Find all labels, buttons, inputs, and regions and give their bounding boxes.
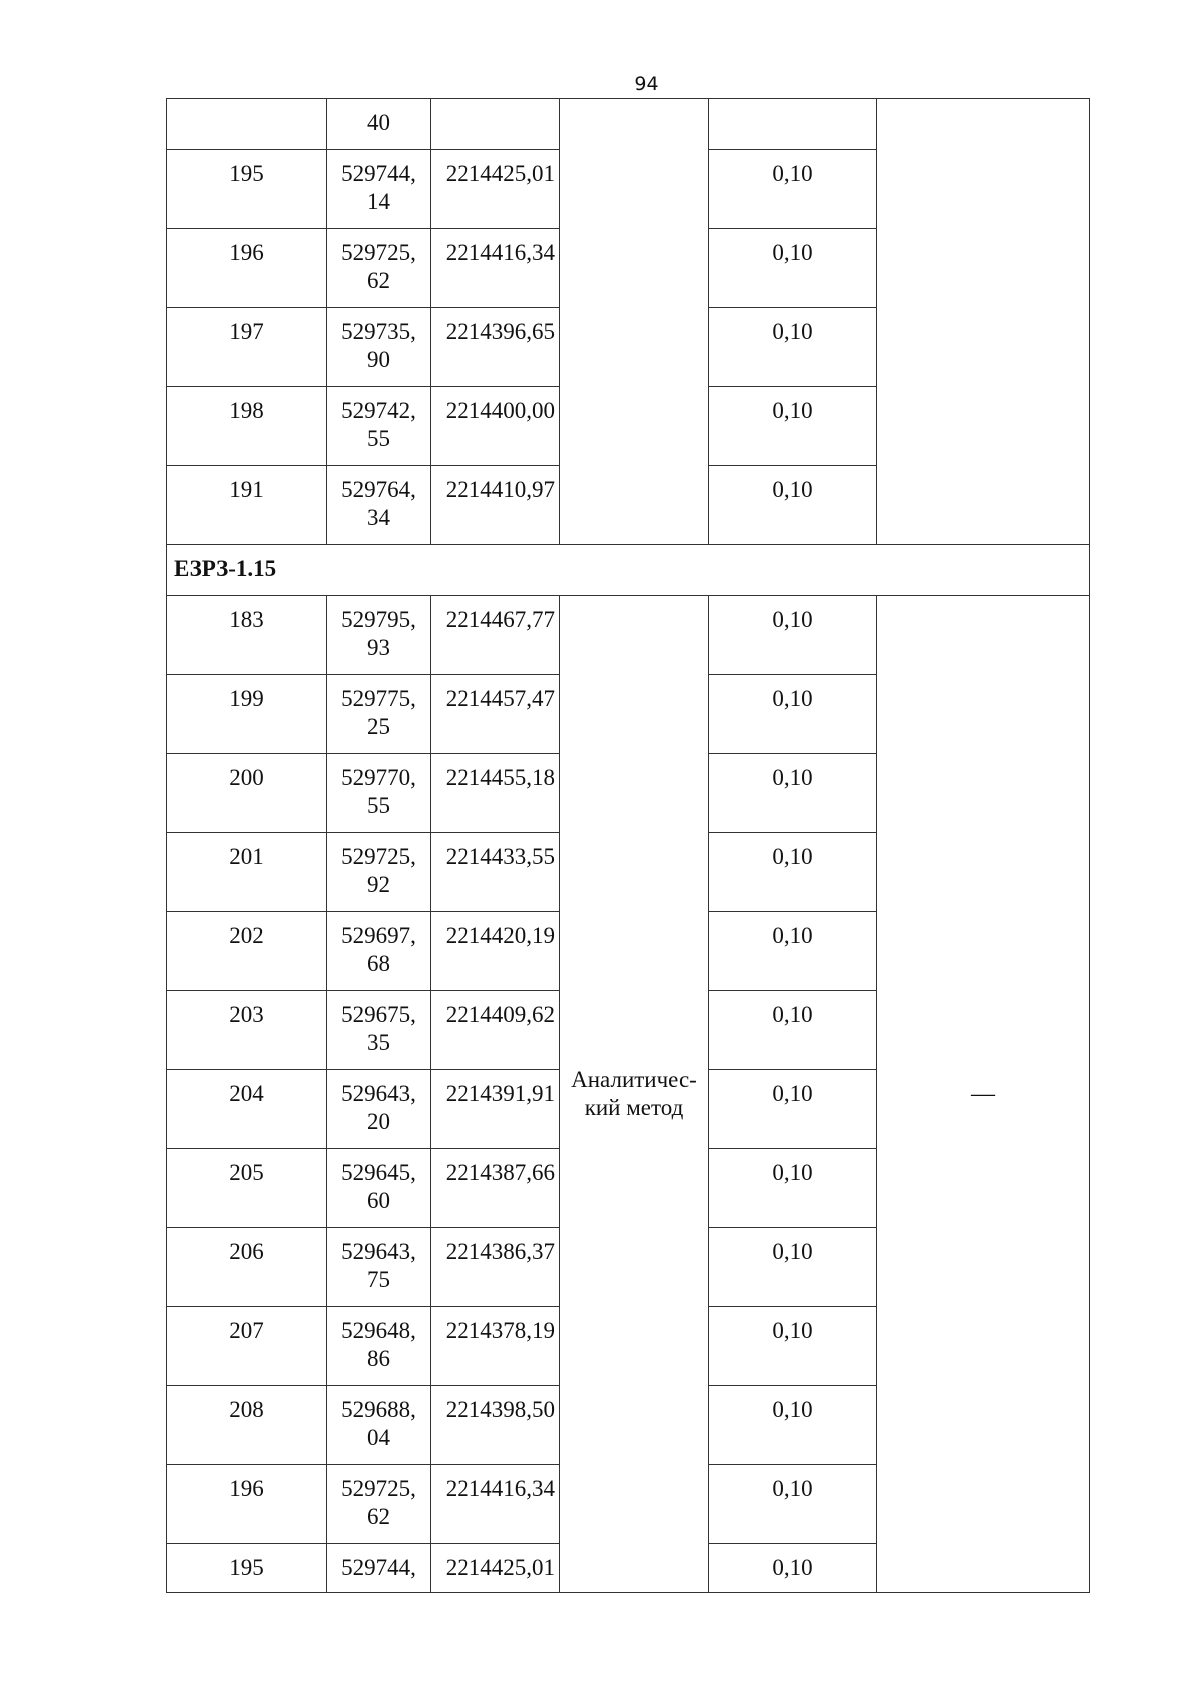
x-coordinate-cell: 40 [327,99,431,150]
point-number-cell: 201 [167,833,327,912]
point-number-cell: 198 [167,387,327,466]
point-number-cell: 200 [167,754,327,833]
y-coordinate-cell [431,99,560,150]
accuracy-cell: 0,10 [709,833,877,912]
x-coordinate-cell: 529725, 62 [327,1465,431,1544]
point-number-cell: 204 [167,1070,327,1149]
y-coordinate-cell: 2214409,62 [431,991,560,1070]
x-coordinate-cell: 529645, 60 [327,1149,431,1228]
y-coordinate-cell: 2214386,37 [431,1228,560,1307]
table-row [167,596,1090,675]
accuracy-cell: 0,10 [709,1228,877,1307]
note-cell: — [877,596,1090,1593]
x-coordinate-cell: 529742, 55 [327,387,431,466]
accuracy-cell: 0,10 [709,229,877,308]
y-coordinate-cell: 2214387,66 [431,1149,560,1228]
accuracy-cell: 0,10 [709,991,877,1070]
point-number-cell: 202 [167,912,327,991]
x-coordinate-cell: 529770, 55 [327,754,431,833]
y-coordinate-cell: 2214398,50 [431,1386,560,1465]
point-number-cell: 197 [167,308,327,387]
y-coordinate-cell: 2214425,01 [431,150,560,229]
point-number-cell: 206 [167,1228,327,1307]
x-coordinate-cell: 529688, 04 [327,1386,431,1465]
x-coordinate-cell: 529643, 75 [327,1228,431,1307]
page-number: 94 [634,73,659,95]
x-coordinate-cell: 529744, [327,1544,431,1593]
y-coordinate-cell: 2214410,97 [431,466,560,545]
x-coordinate-cell: 529725, 92 [327,833,431,912]
point-number-cell: 199 [167,675,327,754]
accuracy-cell: 0,10 [709,308,877,387]
point-number-cell [167,99,327,150]
y-coordinate-cell: 2214455,18 [431,754,560,833]
accuracy-cell: 0,10 [709,1307,877,1386]
point-number-cell: 191 [167,466,327,545]
accuracy-cell: 0,10 [709,754,877,833]
y-coordinate-cell: 2214420,19 [431,912,560,991]
y-coordinate-cell: 2214416,34 [431,229,560,308]
section-header-row [167,545,1090,596]
accuracy-cell: 0,10 [709,1149,877,1228]
x-coordinate-cell: 529735, 90 [327,308,431,387]
point-number-cell: 183 [167,596,327,675]
y-coordinate-cell: 2214467,77 [431,596,560,675]
y-coordinate-cell: 2214400,00 [431,387,560,466]
x-coordinate-cell: 529725, 62 [327,229,431,308]
table-row [167,99,1090,150]
accuracy-cell: 0,10 [709,466,877,545]
point-number-cell: 195 [167,150,327,229]
point-number-cell: 195 [167,1544,327,1593]
accuracy-cell: 0,10 [709,1544,877,1593]
accuracy-cell: 0,10 [709,1386,877,1465]
y-coordinate-cell: 2214457,47 [431,675,560,754]
point-number-cell: 203 [167,991,327,1070]
accuracy-cell: 0,10 [709,1070,877,1149]
x-coordinate-cell: 529648, 86 [327,1307,431,1386]
accuracy-cell: 0,10 [709,675,877,754]
x-coordinate-cell: 529795, 93 [327,596,431,675]
y-coordinate-cell: 2214433,55 [431,833,560,912]
note-cell [877,99,1090,545]
x-coordinate-cell: 529744, 14 [327,150,431,229]
method-cell: Аналитичес- кий метод [560,596,709,1593]
accuracy-cell: 0,10 [709,912,877,991]
y-coordinate-cell: 2214425,01 [431,1544,560,1593]
x-coordinate-cell: 529775, 25 [327,675,431,754]
accuracy-cell: 0,10 [709,1465,877,1544]
accuracy-cell: 0,10 [709,596,877,675]
method-cell [560,99,709,545]
x-coordinate-cell: 529697, 68 [327,912,431,991]
y-coordinate-cell: 2214396,65 [431,308,560,387]
x-coordinate-cell: 529675, 35 [327,991,431,1070]
x-coordinate-cell: 529764, 34 [327,466,431,545]
table-body [167,99,1090,1593]
point-number-cell: 196 [167,1465,327,1544]
point-number-cell: 208 [167,1386,327,1465]
coordinates-table [166,98,1090,1593]
y-coordinate-cell: 2214391,91 [431,1070,560,1149]
accuracy-cell [709,99,877,150]
accuracy-cell: 0,10 [709,150,877,229]
point-number-cell: 205 [167,1149,327,1228]
y-coordinate-cell: 2214378,19 [431,1307,560,1386]
point-number-cell: 207 [167,1307,327,1386]
y-coordinate-cell: 2214416,34 [431,1465,560,1544]
accuracy-cell: 0,10 [709,387,877,466]
section-title: ЕЗРЗ-1.15 [167,545,1090,596]
point-number-cell: 196 [167,229,327,308]
x-coordinate-cell: 529643, 20 [327,1070,431,1149]
